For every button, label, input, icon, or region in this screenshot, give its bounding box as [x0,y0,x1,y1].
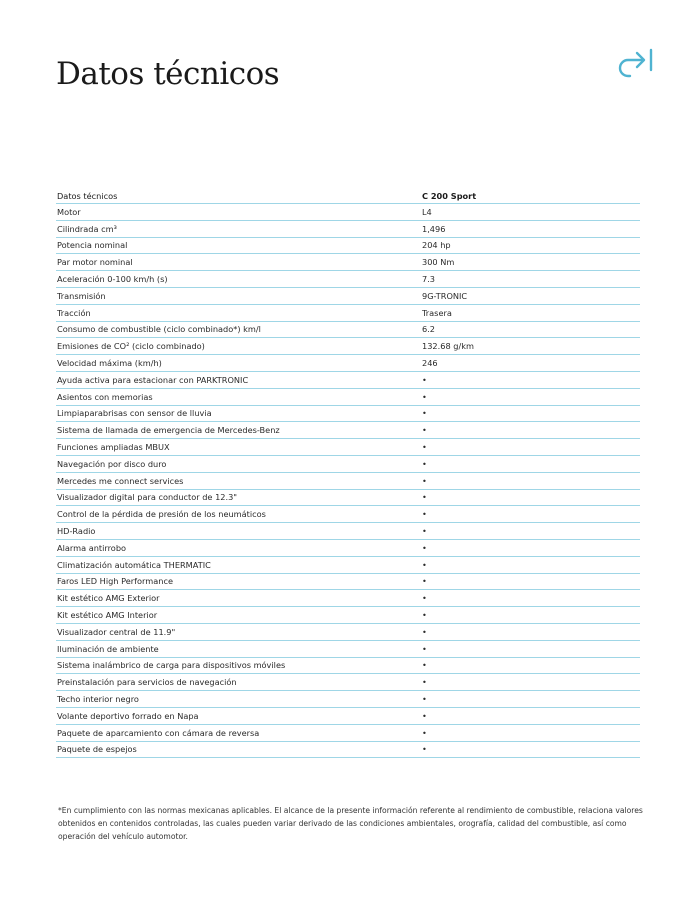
table-row [56,607,640,624]
spec-included-bullet: • [421,623,640,640]
spec-label: Alarma antirrobo [56,539,421,556]
spec-included-bullet: • [421,607,640,624]
table-row [56,523,640,540]
table-row [56,623,640,640]
spec-label: Consumo de combustible (ciclo combinado*) km/l [56,321,421,338]
table-row [56,556,640,573]
spec-included-bullet: • [421,388,640,405]
spec-included-bullet: • [421,556,640,573]
spec-label: Sistema inalámbrico de carga para dispositivos móviles [56,657,421,674]
footnote: *En cumplimiento con las normas mexicanas aplicables. El alcance de la presente información referente al rendimiento de combustible, relaciona valores obtenidos en contenidos controladas, las cuales pueden variar derivado de las condiciones ambientales, orografía, calidad del combustible, así como operación del vehículo automotor. [58,805,643,841]
spec-included-bullet: • [421,439,640,456]
spec-label: Funciones ampliadas MBUX [56,439,421,456]
spec-label: HD-Radio [56,523,421,540]
table-row [56,321,640,338]
spec-label: Emisiones de CO² (ciclo combinado) [56,338,421,355]
spec-value: L4 [421,204,640,221]
spec-label: Cilindrada cm³ [56,220,421,237]
spec-included-bullet: • [421,640,640,657]
table-row [56,506,640,523]
table-row [56,287,640,304]
spec-label: Kit estético AMG Exterior [56,590,421,607]
table-row [56,707,640,724]
table-row [56,405,640,422]
spec-included-bullet: • [421,590,640,607]
table-row [56,539,640,556]
spec-included-bullet: • [421,707,640,724]
table-row [56,304,640,321]
spec-included-bullet: • [421,724,640,741]
spec-included-bullet: • [421,506,640,523]
spec-label: Paquete de espejos [56,741,421,758]
table-row [56,254,640,271]
spec-label: Volante deportivo forrado en Napa [56,707,421,724]
spec-label: Velocidad máxima (km/h) [56,355,421,372]
spec-label: Control de la pérdida de presión de los neumáticos [56,506,421,523]
spec-label: Asientos con memorias [56,388,421,405]
specs-header-label: Datos técnicos [56,188,421,204]
spec-value: 1,496 [421,220,640,237]
spec-label: Motor [56,204,421,221]
table-row [56,338,640,355]
table-row [56,371,640,388]
table-row [56,220,640,237]
spec-label: Tracción [56,304,421,321]
table-row [56,674,640,691]
spec-value: 204 hp [421,237,640,254]
table-row [56,439,640,456]
table-row [56,422,640,439]
return-arrow-icon[interactable] [616,44,654,80]
spec-label: Sistema de llamada de emergencia de Mercedes-Benz [56,422,421,439]
specs-header-row [56,188,640,204]
spec-included-bullet: • [421,405,640,422]
page-title: Datos técnicos [56,56,280,92]
spec-value: 246 [421,355,640,372]
spec-value: 9G-TRONIC [421,287,640,304]
spec-label: Visualizador central de 11.9" [56,623,421,640]
table-row [56,573,640,590]
spec-included-bullet: • [421,741,640,758]
spec-included-bullet: • [421,691,640,708]
spec-label: Ayuda activa para estacionar con PARKTRONIC [56,371,421,388]
specs-table [56,188,640,758]
spec-label: Faros LED High Performance [56,573,421,590]
spec-label: Paquete de aparcamiento con cámara de reversa [56,724,421,741]
spec-label: Par motor nominal [56,254,421,271]
spec-included-bullet: • [421,573,640,590]
table-row [56,237,640,254]
spec-included-bullet: • [421,657,640,674]
spec-label: Preinstalación para servicios de navegación [56,674,421,691]
table-row [56,640,640,657]
spec-included-bullet: • [421,539,640,556]
table-row [56,472,640,489]
specs-body [56,204,640,758]
table-row [56,455,640,472]
spec-label: Climatización automática THERMATIC [56,556,421,573]
table-row [56,724,640,741]
spec-value: 132.68 g/km [421,338,640,355]
table-row [56,691,640,708]
spec-value: 300 Nm [421,254,640,271]
table-row [56,489,640,506]
table-row [56,271,640,288]
spec-value: 6.2 [421,321,640,338]
spec-included-bullet: • [421,523,640,540]
spec-value: Trasera [421,304,640,321]
table-row [56,355,640,372]
table-row [56,657,640,674]
spec-label: Limpiaparabrisas con sensor de lluvia [56,405,421,422]
spec-label: Techo interior negro [56,691,421,708]
spec-label: Transmisión [56,287,421,304]
table-row [56,590,640,607]
spec-label: Mercedes me connect services [56,472,421,489]
spec-label: Navegación por disco duro [56,455,421,472]
table-row [56,741,640,758]
spec-included-bullet: • [421,371,640,388]
spec-label: Kit estético AMG Interior [56,607,421,624]
spec-label: Potencia nominal [56,237,421,254]
spec-label: Visualizador digital para conductor de 12.3" [56,489,421,506]
spec-included-bullet: • [421,455,640,472]
spec-label: Iluminación de ambiente [56,640,421,657]
spec-included-bullet: • [421,674,640,691]
table-row [56,204,640,221]
spec-included-bullet: • [421,489,640,506]
spec-included-bullet: • [421,472,640,489]
table-row [56,388,640,405]
spec-value: 7.3 [421,271,640,288]
spec-label: Aceleración 0-100 km/h (s) [56,271,421,288]
spec-included-bullet: • [421,422,640,439]
specs-header-model: C 200 Sport [421,188,640,204]
